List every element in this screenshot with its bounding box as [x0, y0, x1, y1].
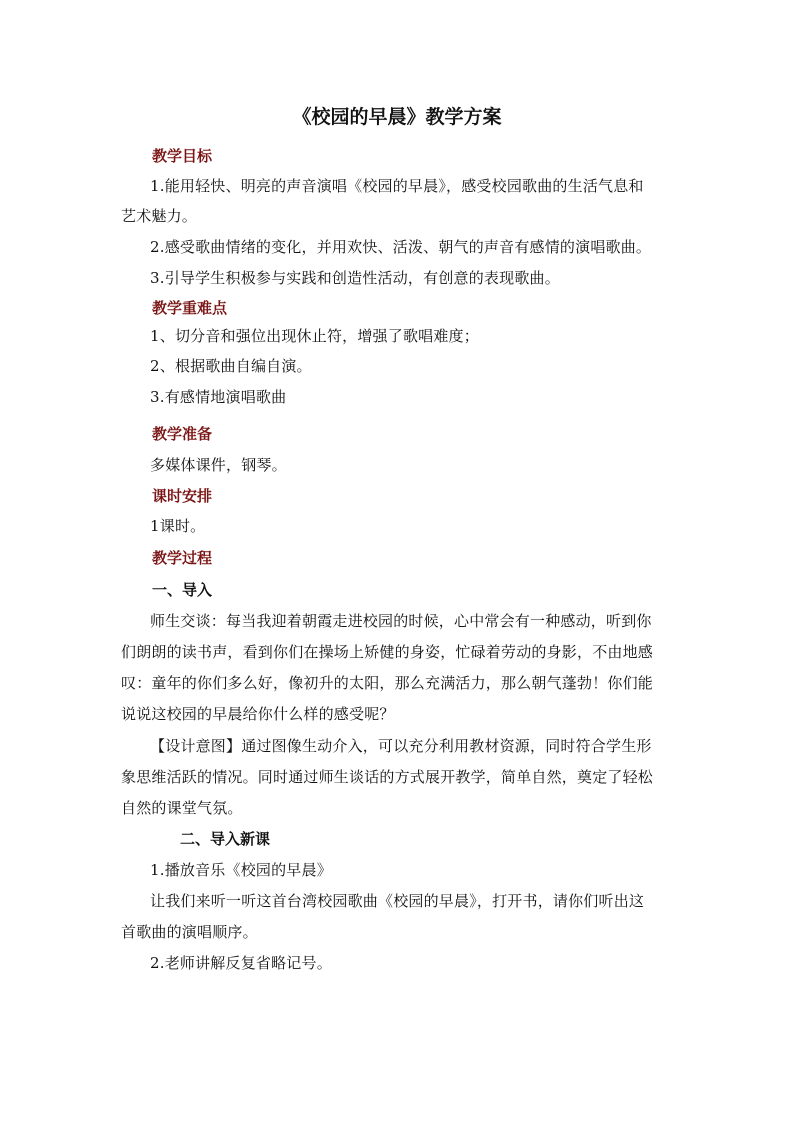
paragraph-1-line-3: 叹：童年的你们多么好，像初升的太阳，那么充满活力，那么朝气蓬勃！你们能 [121, 674, 654, 692]
keypoint-line-2: 2、根据歌曲自编自演。 [150, 357, 312, 375]
keypoint-line-3: 3.有感情地演唱歌曲 [150, 388, 287, 406]
goal-line-1: 1.能用轻快、明亮的声音演唱《校园的早晨》，感受校园歌曲的生活气息和 [150, 177, 644, 195]
prep-line-1: 多媒体课件，钢琴。 [150, 456, 287, 474]
paragraph-3-line-2: 首歌曲的演唱顺序。 [121, 923, 258, 941]
goal-line-3: 3.引导学生积极参与实践和创造性活动，有创意的表现歌曲。 [150, 269, 560, 287]
page-title: 《校园的早晨》教学方案 [292, 106, 502, 128]
heading-process: 教学过程 [152, 549, 213, 567]
paragraph-1-line-2: 们朗朗的读书声，看到你们在操场上矫健的身姿，忙碌着劳动的身影，不由地感 [121, 643, 654, 661]
goal-line-2: 2.感受歌曲情绪的变化，并用欢快、活泼、朝气的声音有感情的演唱歌曲。 [150, 238, 652, 256]
paragraph-1-line-1: 师生交谈：每当我迎着朝霞走进校园的时候，心中常会有一种感动，听到你 [150, 612, 652, 630]
process-part-1-title: 一、导入 [152, 581, 213, 599]
goal-line-1-cont: 艺术魅力。 [121, 207, 198, 225]
heading-key-points: 教学重难点 [152, 299, 228, 317]
schedule-line-1: 1课时。 [150, 517, 206, 535]
keypoint-line-1: 1、切分音和强位出现休止符，增强了歌唱难度； [150, 327, 479, 345]
paragraph-3-line-1: 让我们来听一听这首台湾校园歌曲《校园的早晨》，打开书，请你们听出这 [150, 892, 645, 910]
paragraph-2-line-2: 象思维活跃的情况。同时通过师生谈话的方式展开教学，简单自然，奠定了轻松 [121, 768, 654, 786]
paragraph-1-line-4: 说说这校园的早晨给你什么样的感受呢？ [121, 705, 395, 723]
heading-preparation: 教学准备 [152, 425, 213, 443]
paragraph-2-line-3: 自然的课堂气氛。 [121, 799, 243, 817]
process-part-2-title: 二、导入新课 [180, 830, 271, 848]
heading-teaching-goals: 教学目标 [152, 147, 213, 165]
step-1-line: 1.播放音乐《校园的早晨》 [150, 861, 332, 879]
heading-schedule: 课时安排 [152, 487, 213, 505]
paragraph-2-line-1: 【设计意图】通过图像生动介入，可以充分利用教材资源，同时符合学生形 [150, 737, 652, 755]
step-2-line: 2.老师讲解反复省略记号。 [150, 954, 332, 972]
